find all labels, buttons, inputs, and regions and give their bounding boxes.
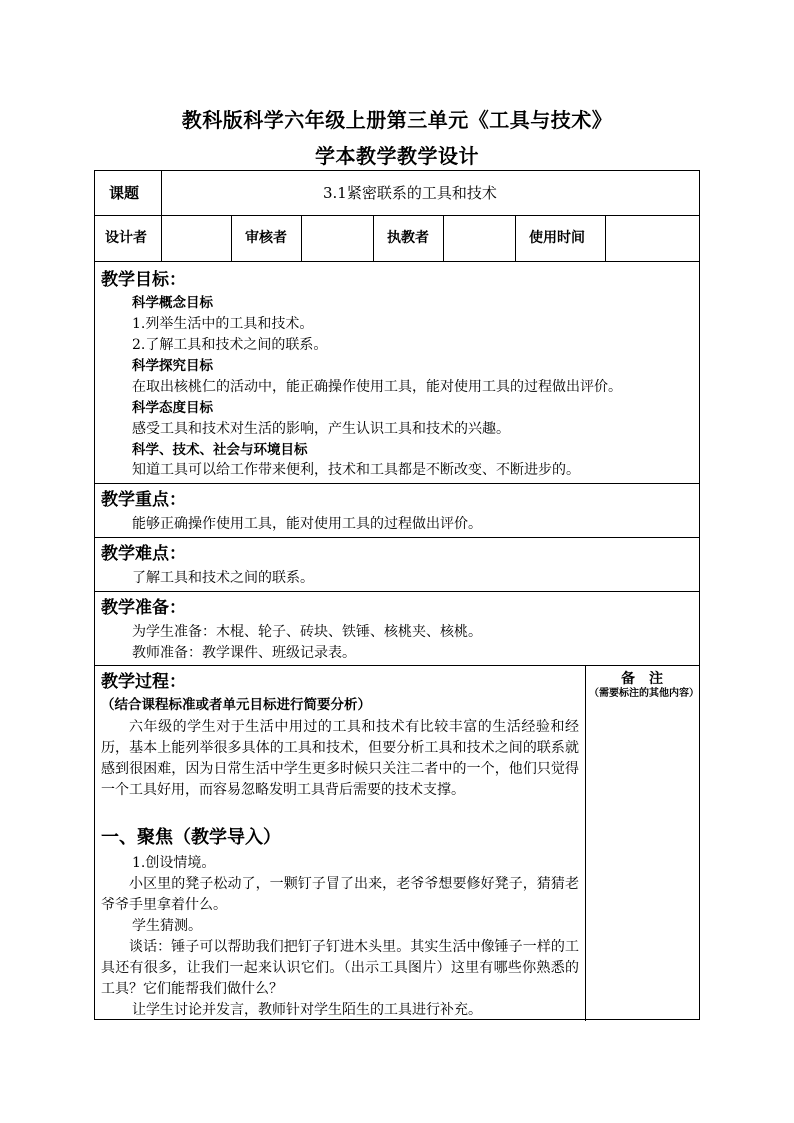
row-divider [95,537,699,538]
reviewer-label: 审核者 [245,230,287,246]
notes-heading: 备 注 [621,671,663,687]
guess-text: 学生猜测。 [132,918,202,934]
key-points-text: 能够正确操作使用工具，能对使用工具的过程做出评价。 [132,516,482,532]
concept-item: 2.了解工具和技术之间的联系。 [132,337,328,353]
sts-heading: 科学、技术、社会与环境目标 [132,442,308,458]
discuss-text: 让学生讨论并发言，教师针对学生陌生的工具进行补充。 [132,1002,482,1018]
analysis-heading: （结合课程标准或者单元目标进行简要分析） [101,697,371,713]
notes-hint: （需要标注的其他内容） [589,688,699,699]
attitude-heading: 科学态度目标 [132,400,213,416]
teacher-preparation: 教师准备：教学课件、班级记录表。 [132,645,356,661]
time-label: 使用时间 [529,230,585,246]
col-divider [373,215,374,261]
row-divider [95,591,699,592]
concept-item: 1.列举生活中的工具和技术。 [132,316,314,332]
teacher-label: 执教者 [387,230,429,246]
row-divider [95,483,699,484]
difficulties-heading: 教学难点： [101,544,186,564]
concept-heading: 科学概念目标 [132,295,213,311]
col-divider [301,215,302,261]
designer-label: 设计者 [105,230,147,246]
objectives-heading: 教学目标： [101,270,186,290]
analysis-text: 六年级的学生对于生活中用过的工具和技术有比较丰富的生活经验和经历，基本上能列举很多具体的工具和技术，但要分析工具和技术之间的联系就感到很困难，因为日常生活中学生更多时候只关注二者中的一个，他们只觉得一个工具好用，而容易忽略发明工具背后需要的技术支撑。 [101,719,579,798]
col-divider [515,215,516,261]
difficulties-text: 了解工具和技术之间的联系。 [132,570,314,586]
col-divider [443,215,444,261]
document-subtitle: 学本教学教学设计 [315,144,479,168]
preparation-heading: 教学准备： [101,598,186,618]
col-divider [585,665,586,1021]
inquiry-text: 在取出核桃仁的活动中，能正确操作使用工具，能对使用工具的过程做出评价。 [132,379,622,395]
inquiry-heading: 科学探究目标 [132,358,213,374]
row-divider [95,215,699,216]
lesson-plan-table [94,170,700,1020]
key-points-heading: 教学重点： [101,490,186,510]
section1-heading: 一、聚焦（教学导入） [101,827,281,848]
step-1: 1.创设情境。 [132,855,216,871]
row-divider [95,665,699,666]
sts-text: 知道工具可以给工作带来便利，技术和工具都是不断改变、不断进步的。 [132,462,580,478]
col-divider [161,171,162,261]
document-title: 教科版科学六年级上册第三单元《工具与技术》 [181,108,613,132]
scenario-text: 小区里的凳子松动了，一颗钉子冒了出来，老爷爷想要修好凳子，猜猜老爷爷手里拿着什么。 [101,876,579,913]
topic-label: 课题 [109,184,140,202]
attitude-text: 感受工具和技术对生活的影响，产生认识工具和技术的兴趣。 [132,421,510,437]
talk-text: 谈话：锤子可以帮助我们把钉子钉进木头里。其实生活中像锤子一样的工具还有很多，让我们一起来认识它们。（出示工具图片）这里有哪些你熟悉的工具？它们能帮我们做什么？ [101,939,579,997]
process-heading: 教学过程： [101,672,186,692]
student-preparation: 为学生准备：木棍、轮子、砖块、铁锤、核桃夹、核桃。 [132,624,482,640]
col-divider [231,215,232,261]
topic-value: 3.1紧密联系的工具和技术 [323,184,497,202]
row-divider [95,261,699,262]
col-divider [605,215,606,261]
